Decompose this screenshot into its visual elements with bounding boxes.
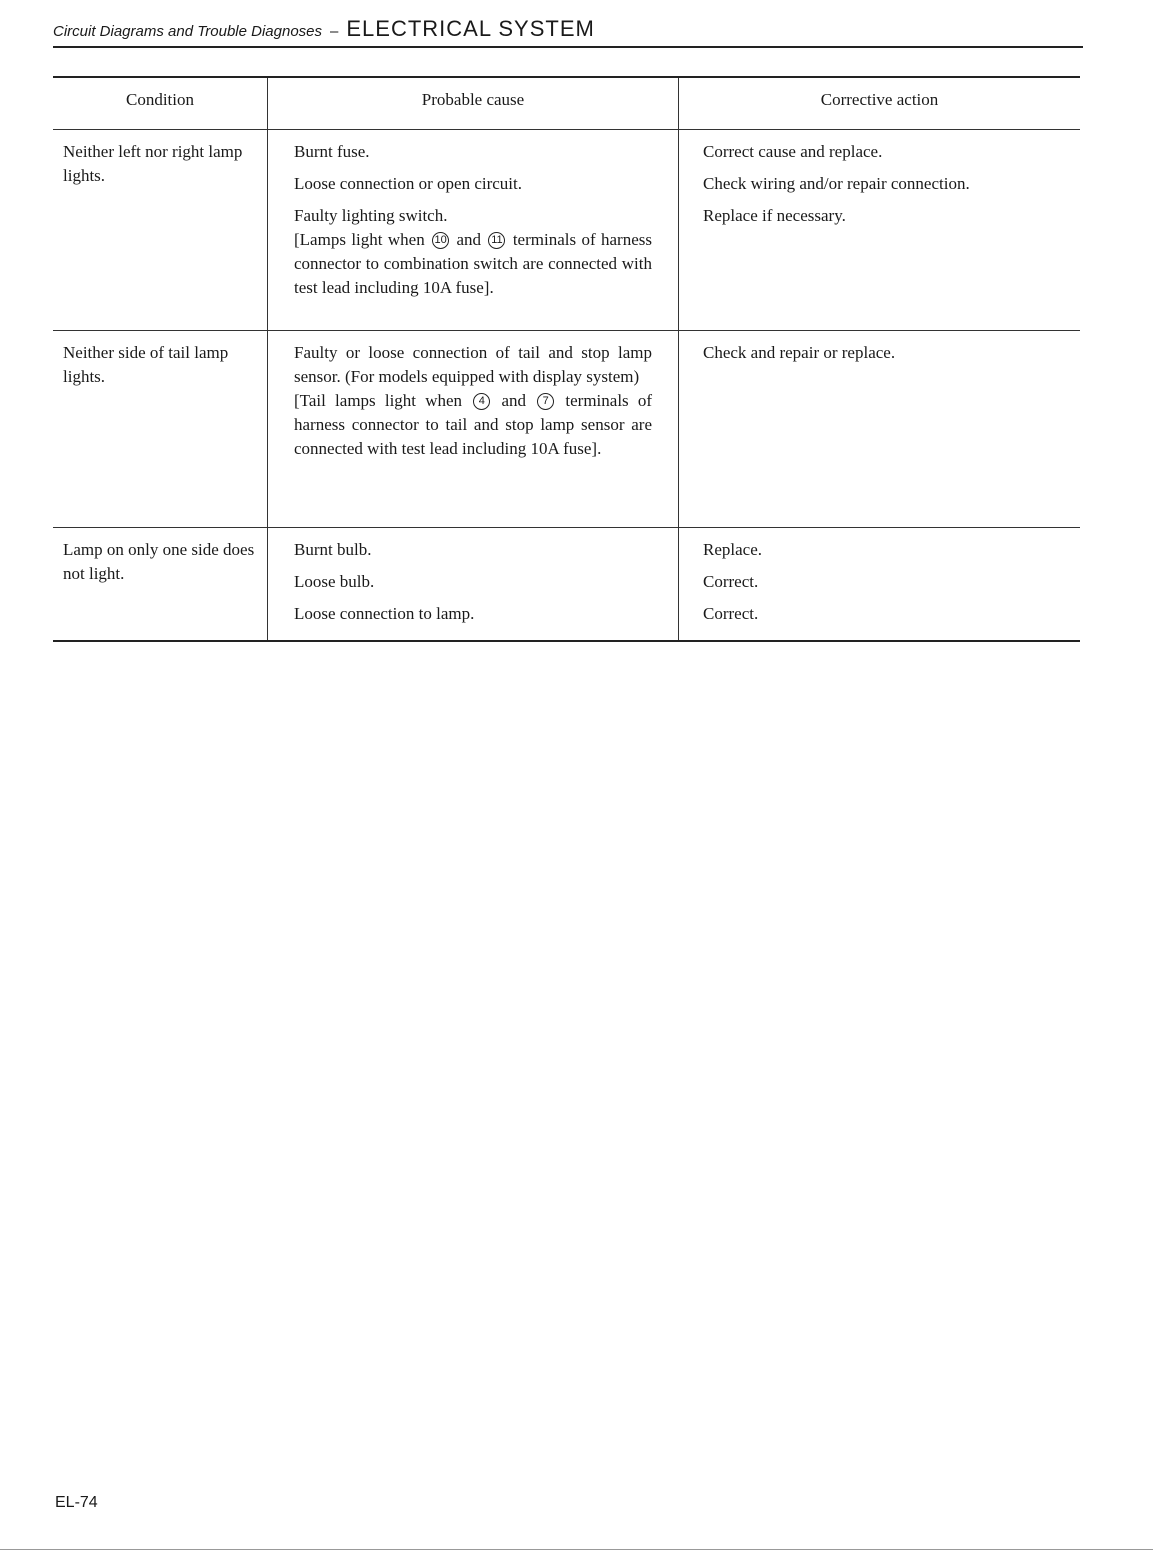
condition-cell	[53, 130, 267, 330]
table-row	[53, 330, 1080, 527]
table-header-row	[53, 78, 1080, 129]
page-title: ELECTRICAL SYSTEM	[346, 16, 595, 41]
trouble-diagnosis-table	[53, 76, 1080, 642]
condition-text: Neither left nor right lamp lights.	[63, 142, 243, 185]
condition-text: Neither side of tail lamp lights.	[63, 343, 229, 386]
action-cell	[679, 528, 1080, 640]
action-item: Check and repair or replace.	[703, 343, 896, 362]
cause-item: Burnt fuse.	[294, 142, 370, 161]
page-header	[53, 16, 1083, 48]
page-number: EL-74	[55, 1494, 98, 1511]
action-cell	[679, 331, 1080, 527]
bottom-rule	[0, 1549, 1153, 1550]
action-item: Correct.	[703, 572, 759, 591]
table-row	[53, 527, 1080, 640]
table-row	[53, 129, 1080, 330]
cause-note: [Tail lamps light when 4 and 7 terminals of harness connector to tail and stop lamp sensor are connected with test lead including 10A fuse].	[294, 391, 653, 458]
cause-item: Loose connection or open circuit.	[294, 174, 523, 193]
action-item: Correct.	[703, 604, 759, 623]
cause-cell	[267, 331, 679, 527]
section-title: Circuit Diagrams and Trouble Diagnoses	[53, 23, 323, 40]
terminal-7-icon: 7	[537, 393, 554, 410]
action-item: Replace if necessary.	[703, 206, 846, 225]
terminal-4-icon: 4	[473, 393, 490, 410]
condition-text: Lamp on only one side does not light.	[63, 540, 255, 583]
column-header-corrective-action: Corrective action	[820, 90, 939, 109]
cause-item: Loose bulb.	[294, 572, 375, 591]
terminal-10-icon: 10	[432, 232, 449, 249]
action-cell	[679, 130, 1080, 330]
column-header-condition: Condition	[125, 90, 194, 109]
column-header-probable-cause: Probable cause	[267, 78, 679, 129]
action-item: Check wiring and/or repair connection.	[703, 174, 970, 193]
cause-note: [Lamps light when 10 and 11 terminals of harness connector to combination switch are connected with test lead including 10A fuse].	[294, 230, 652, 297]
condition-cell	[53, 331, 267, 527]
cause-item: Loose connection to lamp.	[294, 604, 475, 623]
condition-cell	[53, 528, 267, 640]
cause-cell	[267, 528, 679, 640]
cause-cell	[267, 130, 679, 330]
cause-item: Faulty lighting switch.	[294, 206, 448, 225]
header-dash: –	[330, 23, 339, 40]
cause-item: Faulty or loose connection of tail and stop lamp sensor. (For models equipped with display system)	[294, 343, 652, 386]
action-item: Correct cause and replace.	[703, 142, 883, 161]
terminal-11-icon: 11	[488, 232, 505, 249]
action-item: Replace.	[703, 540, 762, 559]
cause-item: Burnt bulb.	[294, 540, 372, 559]
